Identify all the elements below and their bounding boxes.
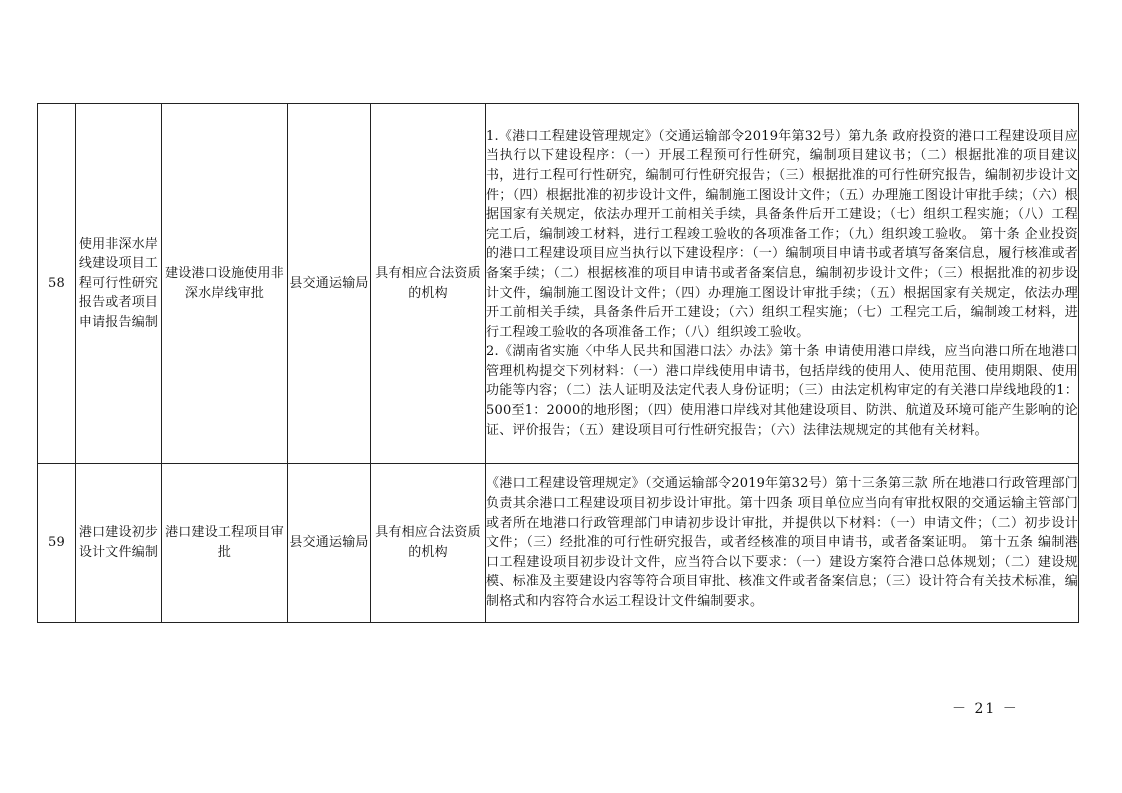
- legal-basis-paragraph: 《港口工程建设管理规定》（交通运输部令2019年第32号）第十三条第三款 所在地港口行政管理部门负责其余港口工程建设项目初步设计审批。第十四条 项目单位应当向有审批权限的交通运输主管部门或者所在地港口行政管理部门申请初步设计审批，并提供以下材料：（一）申请文件；（二）初步设计文件；（三）经批准的可行性研究报告，或者经核准的项目申请书，或者备案证明。 第十五条 编制港口工程建设项目初步设计文件，应当符合以下要求：（一）建设方案符合港口总体规划；（二）建设规模、标准及主要建设内容等符合项目审批、核准文件或者备案信息；（三）设计符合有关技术标准，编制格式和内容符合水运工程设计文件编制要求。: [486, 476, 1078, 609]
- department: 县交通运输局: [288, 464, 371, 623]
- row-number: 59: [38, 464, 76, 623]
- legal-basis-paragraph: 1.《港口工程建设管理规定》（交通运输部令2019年第32号）第九条 政府投资的港口工程建设项目应当执行以下建设程序：（一）开展工程预可行性研究，编制项目建议书；（二）根据批准的项目建议书，进行工程可行性研究，编制可行性研究报告；（三）根据批准的可行性研究报告，编制初步设计文件；（四）根据批准的初步设计文件，编制施工图设计文件；（五）办理施工图设计审批手续；（六）根据国家有关规定，依法办理开工前相关手续，具备条件后开工建设；（七）组织工程实施；（八）工程完工后，编制竣工材料，进行工程竣工验收的各项准备工作；（九）组织竣工验收。 第十条 企业投资的港口工程建设项目应当执行以下建设程序：（一）编制项目申请书或者填写备案信息，履行核准或者备案手续；（二）根据核准的项目申请书或者备案信息，编制初步设计文件；（三）根据批准的初步设计文件，编制施工图设计文件；（四）办理施工图设计审批手续；（五）根据国家有关规定，依法办理开工前相关手续，具备条件后开工建设；（六）组织工程实施；（七）工程完工后，编制竣工材料，进行工程竣工验收的各项准备工作；（八）组织竣工验收。: [486, 128, 1078, 340]
- department: 县交通运输局: [288, 104, 371, 464]
- service-name: 港口建设初步设计文件编制: [76, 464, 162, 623]
- page-number: － 21 －: [952, 701, 1019, 717]
- qualification-condition: 具有相应合法资质的机构: [371, 104, 486, 464]
- approval-item: 港口建设工程项目审批: [162, 464, 288, 623]
- table-row: [38, 104, 1079, 464]
- approval-item: 建设港口设施使用非深水岸线审批: [162, 104, 288, 464]
- legal-basis: [486, 464, 1079, 623]
- table-row: [38, 464, 1079, 623]
- legal-basis-paragraph: 2.《湖南省实施〈中华人民共和国港口法〉办法》第十条 申请使用港口岸线，应当向港口所在地港口管理机构提交下列材料：（一）港口岸线使用申请书，包括岸线的使用人、使用范围、使用期限、使用功能等内容；（二）法人证明及法定代表人身份证明；（三）由法定机构审定的有关港口岸线地段的1：500至1：2000的地形图；（四）使用港口岸线对其他建设项目、防洪、航道及环境可能产生影响的论证、评价报告；（五）建设项目可行性研究报告；（六）法律法规规定的其他有关材料。: [486, 344, 1078, 438]
- legal-basis: [486, 104, 1079, 464]
- service-name: 使用非深水岸线建设项目工程可行性研究报告或者项目申请报告编制: [76, 104, 162, 464]
- document-table: [37, 103, 1079, 623]
- qualification-condition: 具有相应合法资质的机构: [371, 464, 486, 623]
- row-number: 58: [38, 104, 76, 464]
